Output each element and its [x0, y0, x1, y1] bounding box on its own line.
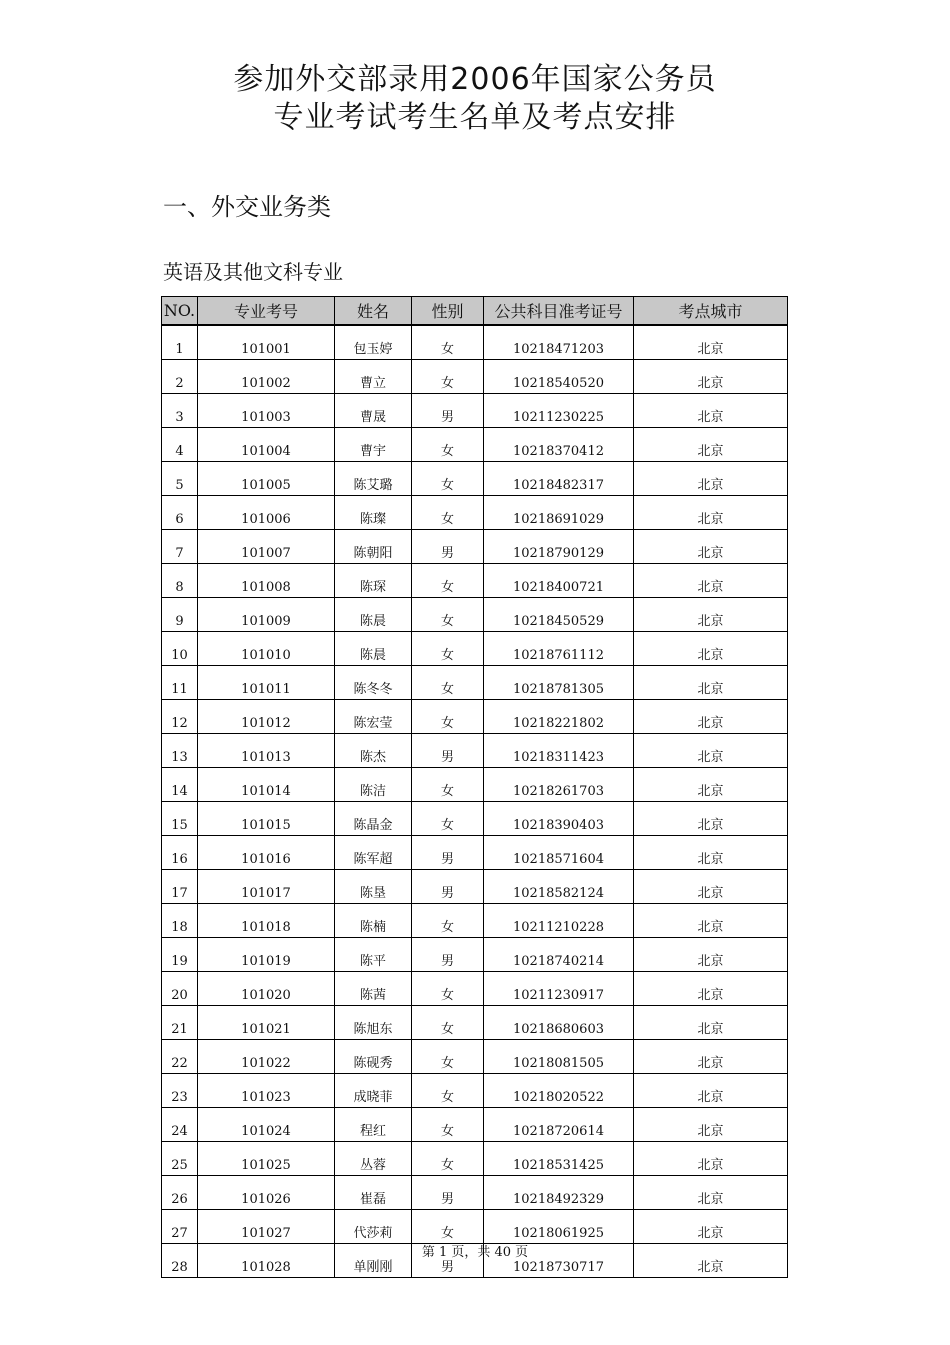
cell-exam-city: 北京 — [634, 1108, 788, 1142]
cell-name: 成晓菲 — [335, 1074, 412, 1108]
cell-no: 28 — [162, 1244, 198, 1278]
cell-exam-city: 北京 — [634, 768, 788, 802]
cell-exam-number: 101003 — [198, 394, 335, 428]
cell-exam-number: 101028 — [198, 1244, 335, 1278]
cell-gender: 女 — [412, 325, 484, 360]
cell-ticket-number: 10218450529 — [484, 598, 634, 632]
cell-exam-number: 101008 — [198, 564, 335, 598]
cell-exam-number: 101027 — [198, 1210, 335, 1244]
cell-name: 陈茜 — [335, 972, 412, 1006]
cell-no: 7 — [162, 530, 198, 564]
cell-exam-number: 101019 — [198, 938, 335, 972]
cell-no: 9 — [162, 598, 198, 632]
cell-ticket-number: 10218740214 — [484, 938, 634, 972]
cell-name: 曹立 — [335, 360, 412, 394]
table-row — [162, 836, 788, 870]
table-header-row — [162, 297, 788, 326]
cell-name: 陈杰 — [335, 734, 412, 768]
cell-exam-number: 101001 — [198, 325, 335, 360]
cell-gender: 女 — [412, 1074, 484, 1108]
cell-exam-city: 北京 — [634, 1210, 788, 1244]
cell-exam-city: 北京 — [634, 1176, 788, 1210]
table-row — [162, 972, 788, 1006]
cell-exam-city: 北京 — [634, 462, 788, 496]
cell-gender: 男 — [412, 734, 484, 768]
cell-name: 陈璨 — [335, 496, 412, 530]
cell-exam-city: 北京 — [634, 564, 788, 598]
cell-no: 5 — [162, 462, 198, 496]
document-title-line-2: 专业考试考生名单及考点安排 — [273, 100, 677, 135]
cell-name: 陈旭东 — [335, 1006, 412, 1040]
table-body — [162, 325, 788, 1278]
cell-exam-city: 北京 — [634, 1074, 788, 1108]
cell-ticket-number: 10218531425 — [484, 1142, 634, 1176]
cell-name: 陈晨 — [335, 632, 412, 666]
cell-exam-number: 101007 — [198, 530, 335, 564]
cell-exam-number: 101023 — [198, 1074, 335, 1108]
cell-exam-number: 101002 — [198, 360, 335, 394]
cell-gender: 女 — [412, 564, 484, 598]
cell-exam-number: 101018 — [198, 904, 335, 938]
cell-exam-city: 北京 — [634, 802, 788, 836]
cell-exam-city: 北京 — [634, 632, 788, 666]
cell-ticket-number: 10218571604 — [484, 836, 634, 870]
cell-gender: 男 — [412, 1176, 484, 1210]
cell-ticket-number: 10218061925 — [484, 1210, 634, 1244]
table-row — [162, 394, 788, 428]
header-exam-city: 考点城市 — [634, 297, 788, 326]
cell-ticket-number: 10218471203 — [484, 325, 634, 360]
cell-ticket-number: 10218720614 — [484, 1108, 634, 1142]
cell-name: 陈垦 — [335, 870, 412, 904]
cell-gender: 女 — [412, 802, 484, 836]
cell-name: 代莎莉 — [335, 1210, 412, 1244]
cell-gender: 女 — [412, 1210, 484, 1244]
table-row — [162, 1006, 788, 1040]
cell-exam-city: 北京 — [634, 394, 788, 428]
cell-name: 陈冬冬 — [335, 666, 412, 700]
cell-ticket-number: 10218311423 — [484, 734, 634, 768]
table-row — [162, 325, 788, 360]
cell-gender: 女 — [412, 632, 484, 666]
cell-exam-number: 101025 — [198, 1142, 335, 1176]
cell-name: 陈晶金 — [335, 802, 412, 836]
cell-no: 6 — [162, 496, 198, 530]
cell-gender: 女 — [412, 972, 484, 1006]
cell-exam-city: 北京 — [634, 1142, 788, 1176]
cell-ticket-number: 10218492329 — [484, 1176, 634, 1210]
cell-gender: 女 — [412, 462, 484, 496]
cell-ticket-number: 10218390403 — [484, 802, 634, 836]
table-row — [162, 632, 788, 666]
cell-exam-number: 101020 — [198, 972, 335, 1006]
cell-ticket-number: 10218261703 — [484, 768, 634, 802]
cell-no: 1 — [162, 325, 198, 360]
table-row — [162, 1074, 788, 1108]
subsection-heading: 英语及其他文科专业 — [163, 260, 343, 284]
cell-gender: 女 — [412, 1040, 484, 1074]
page-footer: 第 1 页，共 40 页 — [421, 1245, 529, 1260]
cell-exam-city: 北京 — [634, 598, 788, 632]
table-row — [162, 360, 788, 394]
cell-exam-number: 101012 — [198, 700, 335, 734]
cell-exam-city: 北京 — [634, 360, 788, 394]
table-row — [162, 530, 788, 564]
cell-gender: 女 — [412, 700, 484, 734]
cell-ticket-number: 10218370412 — [484, 428, 634, 462]
section-heading: 一、外交业务类 — [163, 193, 331, 221]
cell-no: 20 — [162, 972, 198, 1006]
cell-exam-city: 北京 — [634, 530, 788, 564]
cell-name: 陈砚秀 — [335, 1040, 412, 1074]
cell-name: 陈艾璐 — [335, 462, 412, 496]
cell-no: 24 — [162, 1108, 198, 1142]
cell-gender: 女 — [412, 428, 484, 462]
cell-gender: 女 — [412, 904, 484, 938]
cell-exam-number: 101017 — [198, 870, 335, 904]
cell-no: 15 — [162, 802, 198, 836]
table-row — [162, 938, 788, 972]
cell-exam-number: 101004 — [198, 428, 335, 462]
cell-exam-city: 北京 — [634, 325, 788, 360]
cell-exam-number: 101011 — [198, 666, 335, 700]
cell-exam-number: 101026 — [198, 1176, 335, 1210]
cell-no: 18 — [162, 904, 198, 938]
cell-gender: 女 — [412, 1006, 484, 1040]
cell-exam-city: 北京 — [634, 734, 788, 768]
cell-ticket-number: 10218020522 — [484, 1074, 634, 1108]
table-row — [162, 1210, 788, 1244]
cell-no: 27 — [162, 1210, 198, 1244]
cell-name: 陈军超 — [335, 836, 412, 870]
cell-no: 11 — [162, 666, 198, 700]
cell-exam-city: 北京 — [634, 1244, 788, 1278]
cell-ticket-number: 10218540520 — [484, 360, 634, 394]
cell-no: 12 — [162, 700, 198, 734]
cell-name: 包玉婷 — [335, 325, 412, 360]
cell-exam-city: 北京 — [634, 870, 788, 904]
cell-gender: 女 — [412, 768, 484, 802]
cell-no: 10 — [162, 632, 198, 666]
cell-exam-city: 北京 — [634, 1040, 788, 1074]
cell-no: 23 — [162, 1074, 198, 1108]
cell-ticket-number: 10218221802 — [484, 700, 634, 734]
cell-exam-number: 101024 — [198, 1108, 335, 1142]
cell-no: 25 — [162, 1142, 198, 1176]
cell-name: 丛蓉 — [335, 1142, 412, 1176]
cell-no: 13 — [162, 734, 198, 768]
cell-gender: 女 — [412, 1142, 484, 1176]
cell-gender: 女 — [412, 598, 484, 632]
cell-no: 16 — [162, 836, 198, 870]
cell-gender: 男 — [412, 1244, 484, 1278]
cell-no: 2 — [162, 360, 198, 394]
table-row — [162, 496, 788, 530]
cell-exam-number: 101009 — [198, 598, 335, 632]
table-row — [162, 734, 788, 768]
cell-ticket-number: 10211210228 — [484, 904, 634, 938]
table-row — [162, 1108, 788, 1142]
cell-ticket-number: 10218761112 — [484, 632, 634, 666]
cell-ticket-number: 10218781305 — [484, 666, 634, 700]
cell-ticket-number: 10218691029 — [484, 496, 634, 530]
cell-gender: 女 — [412, 1108, 484, 1142]
cell-no: 26 — [162, 1176, 198, 1210]
candidate-table — [161, 296, 788, 1278]
cell-no: 19 — [162, 938, 198, 972]
cell-exam-number: 101016 — [198, 836, 335, 870]
cell-exam-city: 北京 — [634, 938, 788, 972]
table-row — [162, 700, 788, 734]
cell-name: 陈琛 — [335, 564, 412, 598]
cell-exam-number: 101021 — [198, 1006, 335, 1040]
cell-exam-city: 北京 — [634, 666, 788, 700]
header-ticket-number: 公共科目准考证号 — [484, 297, 634, 326]
cell-exam-number: 101006 — [198, 496, 335, 530]
cell-gender: 女 — [412, 666, 484, 700]
cell-name: 陈朝阳 — [335, 530, 412, 564]
header-exam-number: 专业考号 — [198, 297, 335, 326]
cell-gender: 男 — [412, 938, 484, 972]
cell-no: 8 — [162, 564, 198, 598]
cell-exam-number: 101014 — [198, 768, 335, 802]
document-title-line-1: 参加外交部录用2006年国家公务员 — [233, 62, 717, 97]
cell-name: 单刚刚 — [335, 1244, 412, 1278]
cell-name: 陈晨 — [335, 598, 412, 632]
cell-exam-number: 101022 — [198, 1040, 335, 1074]
table-row — [162, 564, 788, 598]
cell-name: 陈楠 — [335, 904, 412, 938]
cell-gender: 男 — [412, 394, 484, 428]
header-name: 姓名 — [335, 297, 412, 326]
cell-no: 22 — [162, 1040, 198, 1074]
table-row — [162, 1142, 788, 1176]
cell-ticket-number: 10218790129 — [484, 530, 634, 564]
cell-ticket-number: 10218482317 — [484, 462, 634, 496]
table-row — [162, 768, 788, 802]
cell-exam-city: 北京 — [634, 836, 788, 870]
table-row — [162, 666, 788, 700]
cell-ticket-number: 10211230917 — [484, 972, 634, 1006]
cell-name: 崔磊 — [335, 1176, 412, 1210]
cell-exam-number: 101005 — [198, 462, 335, 496]
cell-gender: 男 — [412, 836, 484, 870]
cell-name: 曹晟 — [335, 394, 412, 428]
cell-exam-number: 101010 — [198, 632, 335, 666]
header-no: NO. — [162, 297, 198, 326]
table-row — [162, 1040, 788, 1074]
table-row — [162, 428, 788, 462]
cell-ticket-number: 10218081505 — [484, 1040, 634, 1074]
cell-name: 曹宇 — [335, 428, 412, 462]
cell-exam-number: 101013 — [198, 734, 335, 768]
cell-no: 14 — [162, 768, 198, 802]
table-row — [162, 598, 788, 632]
cell-exam-city: 北京 — [634, 428, 788, 462]
cell-name: 程红 — [335, 1108, 412, 1142]
cell-ticket-number: 10218730717 — [484, 1244, 634, 1278]
cell-ticket-number: 10218582124 — [484, 870, 634, 904]
cell-exam-city: 北京 — [634, 1006, 788, 1040]
table-row — [162, 462, 788, 496]
cell-no: 21 — [162, 1006, 198, 1040]
table-row — [162, 904, 788, 938]
cell-ticket-number: 10211230225 — [484, 394, 634, 428]
cell-exam-city: 北京 — [634, 700, 788, 734]
cell-exam-number: 101015 — [198, 802, 335, 836]
cell-gender: 男 — [412, 530, 484, 564]
cell-gender: 女 — [412, 360, 484, 394]
cell-name: 陈洁 — [335, 768, 412, 802]
table-row — [162, 870, 788, 904]
table-row — [162, 1176, 788, 1210]
cell-gender: 女 — [412, 496, 484, 530]
cell-name: 陈平 — [335, 938, 412, 972]
cell-exam-city: 北京 — [634, 972, 788, 1006]
header-gender: 性别 — [412, 297, 484, 326]
cell-gender: 男 — [412, 870, 484, 904]
cell-name: 陈宏莹 — [335, 700, 412, 734]
cell-no: 4 — [162, 428, 198, 462]
cell-no: 3 — [162, 394, 198, 428]
cell-exam-city: 北京 — [634, 496, 788, 530]
table-row — [162, 802, 788, 836]
cell-ticket-number: 10218680603 — [484, 1006, 634, 1040]
cell-exam-city: 北京 — [634, 904, 788, 938]
cell-ticket-number: 10218400721 — [484, 564, 634, 598]
cell-no: 17 — [162, 870, 198, 904]
